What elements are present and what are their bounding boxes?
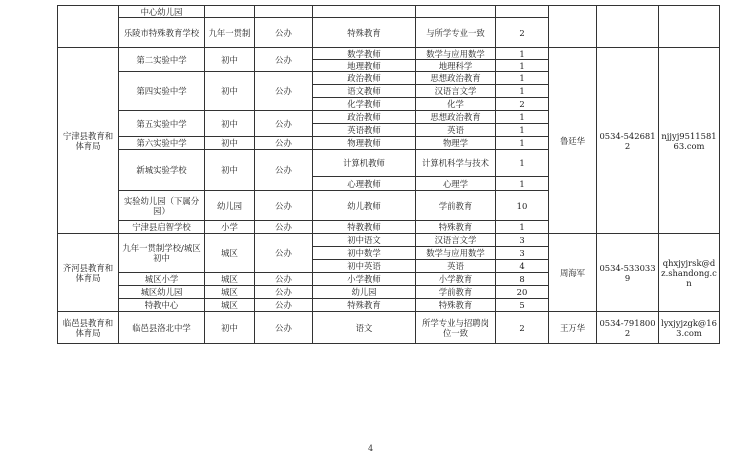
contact-cell: 鲁廷华 (549, 48, 597, 234)
post-cell: 计算机教师 (313, 150, 416, 177)
phone-cell: 0534-5330339 (597, 234, 659, 312)
bureau-cell: 临邑县教育和体育局 (58, 312, 119, 344)
major-cell: 学前教育 (416, 191, 496, 221)
major-cell: 英语 (416, 260, 496, 273)
level-cell: 初中 (205, 137, 255, 150)
level-cell: 初中 (205, 111, 255, 137)
nature-cell: 公办 (255, 286, 313, 299)
major-cell: 计算机科学与技术 (416, 150, 496, 177)
nature-cell: 公办 (255, 234, 313, 273)
post-cell: 地理教师 (313, 60, 416, 72)
school-cell: 第六实验中学 (119, 137, 205, 150)
level-cell: 九年一贯制 (205, 18, 255, 48)
count-cell: 3 (496, 247, 549, 260)
major-cell: 数学与应用数学 (416, 48, 496, 60)
table-row (58, 6, 720, 18)
post-cell: 数学教师 (313, 48, 416, 60)
level-cell: 城区 (205, 286, 255, 299)
nature-cell: 公办 (255, 150, 313, 191)
phone-cell (597, 6, 659, 48)
contact-cell: 王万华 (549, 312, 597, 344)
post-cell: 幼儿园 (313, 286, 416, 299)
major-cell: 汉语言文学 (416, 234, 496, 247)
school-cell: 临邑县洛北中学 (119, 312, 205, 344)
post-cell: 政治教师 (313, 111, 416, 124)
level-cell: 初中 (205, 72, 255, 111)
major-cell: 思想政治教育 (416, 72, 496, 85)
count-cell: 1 (496, 137, 549, 150)
recruitment-table (57, 5, 720, 344)
nature-cell: 公办 (255, 137, 313, 150)
count-cell: 1 (496, 150, 549, 177)
level-cell: 幼儿园 (205, 191, 255, 221)
major-cell: 化学 (416, 98, 496, 111)
major-cell: 所学专业与招聘岗位一致 (416, 312, 496, 344)
count-cell: 1 (496, 60, 549, 72)
major-cell: 与所学专业一致 (416, 18, 496, 48)
count-cell (496, 6, 549, 18)
level-cell: 小学 (205, 221, 255, 234)
post-cell: 语文 (313, 312, 416, 344)
count-cell: 8 (496, 273, 549, 286)
school-cell: 城区小学 (119, 273, 205, 286)
level-cell: 初中 (205, 48, 255, 72)
bureau-cell: 宁津县教育和体育局 (58, 48, 119, 234)
count-cell: 5 (496, 299, 549, 312)
level-cell: 城区 (205, 299, 255, 312)
major-cell: 思想政治教育 (416, 111, 496, 124)
nature-cell: 公办 (255, 221, 313, 234)
email-cell: lyxjyjzgk@163.com (659, 312, 720, 344)
major-cell: 小学教育 (416, 273, 496, 286)
post-cell: 特殊教育 (313, 299, 416, 312)
post-cell: 化学教师 (313, 98, 416, 111)
level-cell: 初中 (205, 150, 255, 191)
post-cell: 英语教师 (313, 124, 416, 137)
post-cell: 语文教师 (313, 85, 416, 98)
nature-cell: 公办 (255, 273, 313, 286)
count-cell: 1 (496, 124, 549, 137)
major-cell: 物理学 (416, 137, 496, 150)
count-cell: 2 (496, 312, 549, 344)
page-number: 4 (367, 444, 374, 453)
level-cell: 城区 (205, 273, 255, 286)
bureau-cell (58, 6, 119, 48)
count-cell: 1 (496, 72, 549, 85)
school-cell: 九年一贯制学校/城区初中 (119, 234, 205, 273)
major-cell: 心理学 (416, 177, 496, 191)
count-cell: 1 (496, 111, 549, 124)
post-cell: 幼儿教师 (313, 191, 416, 221)
school-cell: 第二实验中学 (119, 48, 205, 72)
email-cell: njjyj951158163.com (659, 48, 720, 234)
contact-cell (549, 6, 597, 48)
level-cell (205, 6, 255, 18)
school-cell: 特教中心 (119, 299, 205, 312)
nature-cell: 公办 (255, 191, 313, 221)
count-cell: 1 (496, 177, 549, 191)
post-cell: 初中语文 (313, 234, 416, 247)
count-cell: 4 (496, 260, 549, 273)
count-cell: 3 (496, 234, 549, 247)
nature-cell: 公办 (255, 312, 313, 344)
major-cell: 特殊教育 (416, 299, 496, 312)
school-cell: 乐陵市特殊教育学校 (119, 18, 205, 48)
school-cell: 新城实验学校 (119, 150, 205, 191)
post-cell (313, 6, 416, 18)
post-cell: 物理教师 (313, 137, 416, 150)
table-row (58, 234, 720, 247)
email-cell: qhxjyjrsk@dz.shandong.cn (659, 234, 720, 312)
post-cell: 小学教师 (313, 273, 416, 286)
count-cell: 2 (496, 98, 549, 111)
nature-cell (255, 6, 313, 18)
nature-cell: 公办 (255, 18, 313, 48)
table-row (58, 312, 720, 344)
count-cell: 1 (496, 85, 549, 98)
count-cell: 10 (496, 191, 549, 221)
nature-cell: 公办 (255, 299, 313, 312)
school-cell: 中心幼儿园 (119, 6, 205, 18)
nature-cell: 公办 (255, 72, 313, 111)
major-cell: 地理科学 (416, 60, 496, 72)
contact-cell: 周海军 (549, 234, 597, 312)
major-cell: 英语 (416, 124, 496, 137)
post-cell: 初中英语 (313, 260, 416, 273)
nature-cell: 公办 (255, 111, 313, 137)
major-cell: 特殊教育 (416, 221, 496, 234)
post-cell: 初中数学 (313, 247, 416, 260)
phone-cell: 0534-5426812 (597, 48, 659, 234)
email-cell (659, 6, 720, 48)
school-cell: 宁津县启智学校 (119, 221, 205, 234)
count-cell: 20 (496, 286, 549, 299)
level-cell: 城区 (205, 234, 255, 273)
post-cell: 心理教师 (313, 177, 416, 191)
major-cell: 数学与应用数学 (416, 247, 496, 260)
bureau-cell: 齐河县教育和体育局 (58, 234, 119, 312)
count-cell: 1 (496, 48, 549, 60)
count-cell: 1 (496, 221, 549, 234)
major-cell: 汉语言文学 (416, 85, 496, 98)
school-cell: 第四实验中学 (119, 72, 205, 111)
school-cell: 第五实验中学 (119, 111, 205, 137)
major-cell (416, 6, 496, 18)
nature-cell: 公办 (255, 48, 313, 72)
school-cell: 实验幼儿园（下属分园） (119, 191, 205, 221)
major-cell: 学前教育 (416, 286, 496, 299)
table-row (58, 48, 720, 60)
phone-cell: 0534-7918002 (597, 312, 659, 344)
post-cell: 特教教师 (313, 221, 416, 234)
count-cell: 2 (496, 18, 549, 48)
post-cell: 特殊教育 (313, 18, 416, 48)
school-cell: 城区幼儿园 (119, 286, 205, 299)
post-cell: 政治教师 (313, 72, 416, 85)
level-cell: 初中 (205, 312, 255, 344)
